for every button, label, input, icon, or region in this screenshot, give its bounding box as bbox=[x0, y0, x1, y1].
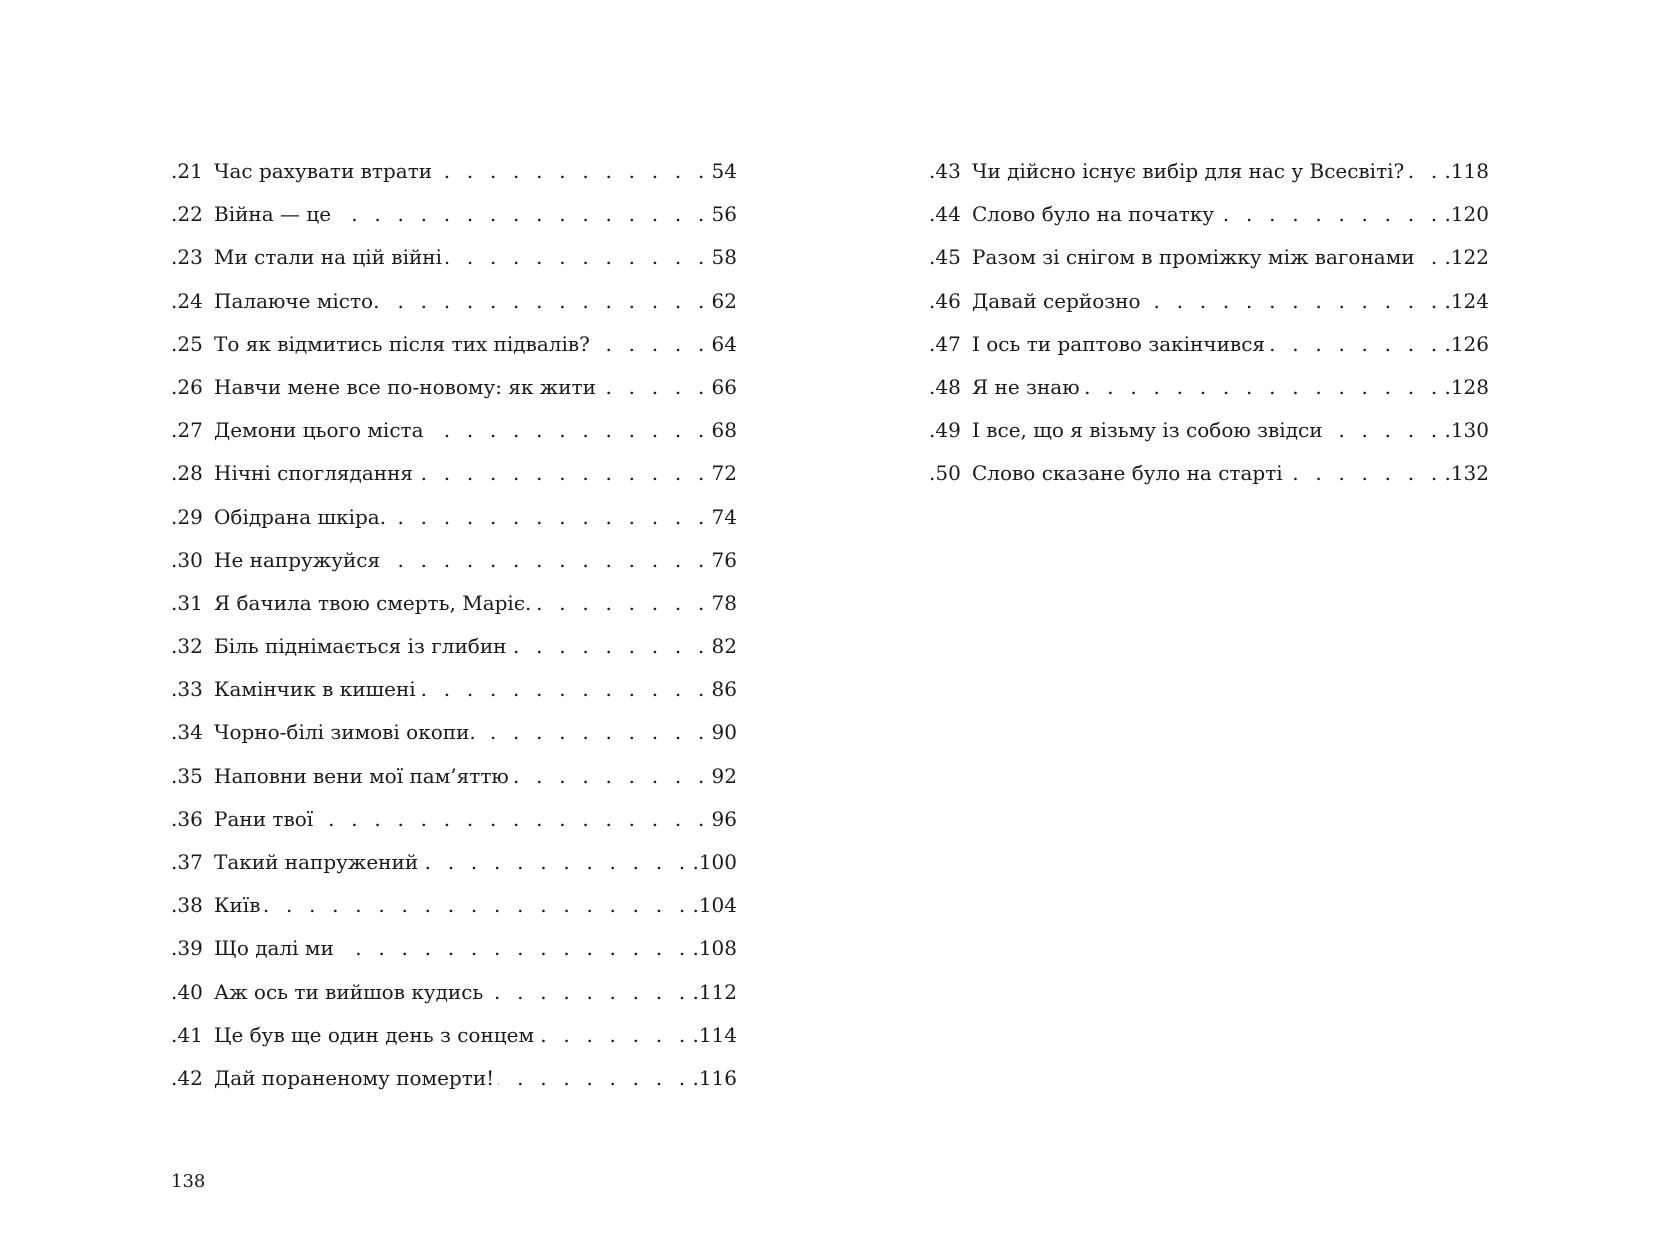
entry-page-number: 56 bbox=[711, 202, 737, 227]
toc-entry[interactable] bbox=[171, 1057, 737, 1100]
toc-entry[interactable] bbox=[171, 150, 737, 193]
entry-title: Війна — це bbox=[214, 202, 332, 227]
toc-entry[interactable] bbox=[171, 582, 737, 625]
entry-page-number: 66 bbox=[711, 374, 737, 399]
entry-number: .25 bbox=[171, 331, 203, 356]
entry-number: .39 bbox=[171, 936, 203, 961]
entry-number: .24 bbox=[171, 288, 203, 313]
entry-title: Я не знаю bbox=[972, 374, 1080, 399]
entry-page-number: 90 bbox=[711, 720, 737, 745]
entry-title: Разом зі снігом в проміжку між вагонами bbox=[972, 245, 1415, 270]
entry-title: Демони цього міста bbox=[214, 418, 424, 443]
entry-page-number: 78 bbox=[711, 590, 737, 615]
entry-title: Що далі ми bbox=[214, 936, 334, 961]
entry-number: .40 bbox=[171, 979, 203, 1004]
toc-entry[interactable] bbox=[929, 193, 1489, 236]
toc-entry[interactable] bbox=[171, 971, 737, 1014]
entry-page-number: .124 bbox=[1444, 288, 1489, 313]
toc-entry[interactable] bbox=[171, 1014, 737, 1057]
entry-title: Давай серйозно bbox=[972, 288, 1141, 313]
dot-leader bbox=[338, 927, 691, 970]
toc-entry[interactable] bbox=[929, 409, 1489, 452]
entry-page-number: .122 bbox=[1444, 245, 1489, 270]
entry-title: Нічні споглядання bbox=[214, 461, 414, 486]
dot-leader bbox=[1287, 452, 1443, 495]
toc-entry[interactable] bbox=[929, 280, 1489, 323]
entry-page-number: .128 bbox=[1444, 374, 1489, 399]
entry-number: .50 bbox=[929, 461, 961, 486]
toc-entry[interactable] bbox=[171, 323, 737, 366]
dot-leader bbox=[417, 452, 710, 495]
dot-leader bbox=[600, 366, 710, 409]
dot-leader bbox=[1145, 280, 1443, 323]
toc-entry[interactable] bbox=[929, 323, 1489, 366]
page-number: 138 bbox=[171, 1171, 206, 1192]
entry-number: .49 bbox=[929, 418, 961, 443]
entry-title: Ми стали на цій війні bbox=[214, 245, 443, 270]
dot-leader bbox=[1419, 236, 1443, 279]
entry-title: Слово сказане було на старті bbox=[972, 461, 1283, 486]
entry-title: Такий напружений bbox=[214, 850, 419, 874]
entry-title: Слово було на початку bbox=[972, 202, 1215, 227]
toc-entry[interactable] bbox=[171, 884, 737, 927]
entry-number: .45 bbox=[929, 245, 961, 270]
dot-leader bbox=[422, 841, 690, 884]
dot-leader bbox=[317, 798, 709, 841]
entry-page-number: 68 bbox=[711, 418, 737, 443]
dot-leader bbox=[1269, 323, 1442, 366]
entry-number: .35 bbox=[171, 763, 203, 788]
toc-entry[interactable] bbox=[171, 798, 737, 841]
entry-page-number: .116 bbox=[692, 1065, 737, 1090]
entry-page-number: 76 bbox=[711, 547, 737, 572]
entry-page-number: .126 bbox=[1444, 331, 1489, 356]
toc-entry[interactable] bbox=[171, 625, 737, 668]
entry-number: .26 bbox=[171, 374, 203, 399]
entry-title: Камінчик в кишені bbox=[214, 677, 416, 702]
dot-leader bbox=[1084, 366, 1443, 409]
entry-number: .48 bbox=[929, 374, 961, 399]
entry-title: Не напружуйся bbox=[214, 547, 381, 572]
dot-leader bbox=[535, 582, 709, 625]
entry-page-number: 74 bbox=[711, 504, 737, 529]
toc-entry[interactable] bbox=[171, 755, 737, 798]
dot-leader bbox=[390, 496, 709, 539]
entry-page-number: .104 bbox=[692, 893, 737, 918]
entry-page-number: .100 bbox=[692, 850, 737, 874]
dot-leader bbox=[1408, 150, 1442, 193]
dot-leader bbox=[511, 625, 710, 668]
entry-page-number: 86 bbox=[711, 677, 737, 702]
toc-entry[interactable] bbox=[171, 927, 737, 970]
dot-leader bbox=[420, 668, 710, 711]
entry-number: .30 bbox=[171, 547, 203, 572]
entry-number: .42 bbox=[171, 1065, 203, 1090]
entry-page-number: .108 bbox=[692, 936, 737, 961]
entry-number: .23 bbox=[171, 245, 203, 270]
entry-page-number: .130 bbox=[1444, 418, 1489, 443]
entry-number: .46 bbox=[929, 288, 961, 313]
entry-number: .47 bbox=[929, 331, 961, 356]
dot-leader bbox=[436, 150, 709, 193]
entry-title: Біль піднімається із глибин bbox=[214, 634, 507, 659]
dot-leader bbox=[428, 409, 710, 452]
entry-page-number: 72 bbox=[711, 461, 737, 486]
entry-page-number: 64 bbox=[711, 331, 737, 356]
entry-title: Дай пораненому померти! bbox=[214, 1065, 495, 1090]
entry-number: .38 bbox=[171, 893, 203, 918]
dot-leader bbox=[498, 1057, 690, 1100]
toc-entry[interactable] bbox=[171, 841, 737, 884]
entry-number: .27 bbox=[171, 418, 203, 443]
toc-entry[interactable] bbox=[171, 452, 737, 495]
entry-number: .37 bbox=[171, 850, 203, 874]
entry-title: І все, що я візьму із собою звідси bbox=[972, 418, 1323, 443]
dot-leader bbox=[480, 711, 710, 754]
entry-number: .41 bbox=[171, 1022, 203, 1047]
entry-page-number: 92 bbox=[711, 763, 737, 788]
entry-number: .32 bbox=[171, 634, 203, 659]
entry-title: Час рахувати втрати bbox=[214, 159, 433, 183]
entry-page-number: 82 bbox=[711, 634, 737, 659]
toc-entry[interactable] bbox=[929, 366, 1489, 409]
dot-leader bbox=[1327, 409, 1443, 452]
entry-number: .43 bbox=[929, 159, 961, 183]
entry-title: Навчи мене все по-новому: як жити bbox=[214, 374, 596, 399]
entry-page-number: 96 bbox=[711, 806, 737, 831]
dot-leader bbox=[383, 280, 709, 323]
dot-leader bbox=[446, 236, 710, 279]
entry-page-number: .114 bbox=[692, 1022, 737, 1047]
toc-entry[interactable] bbox=[171, 193, 737, 236]
toc-entry[interactable] bbox=[929, 150, 1489, 193]
entry-title: Я бачила твою смерть, Маріє. bbox=[214, 590, 532, 615]
toc-entry[interactable] bbox=[929, 452, 1489, 495]
entry-number: .44 bbox=[929, 202, 961, 227]
entry-title: Наповни вени мої пам’яттю bbox=[214, 763, 509, 788]
entry-page-number: 58 bbox=[711, 245, 737, 270]
toc-column-right bbox=[929, 150, 1489, 496]
dot-leader bbox=[384, 539, 709, 582]
toc-entry[interactable] bbox=[171, 236, 737, 279]
entry-title: Рани твої bbox=[214, 806, 314, 831]
entry-number: .31 bbox=[171, 590, 203, 615]
entry-title: Київ bbox=[214, 893, 261, 918]
dot-leader bbox=[538, 1014, 690, 1057]
entry-title: Чорно-білі зимові окопи. bbox=[214, 720, 476, 745]
entry-title: Чи дійсно існує вибір для нас у Всесвіті? bbox=[972, 159, 1405, 183]
toc-entry[interactable] bbox=[171, 366, 737, 409]
toc-entry[interactable] bbox=[171, 280, 737, 323]
entry-number: .29 bbox=[171, 504, 203, 529]
entry-number: .22 bbox=[171, 202, 203, 227]
dot-leader bbox=[335, 193, 709, 236]
toc-column-left bbox=[171, 150, 737, 1100]
dot-leader bbox=[487, 971, 690, 1014]
toc-entry[interactable] bbox=[929, 236, 1489, 279]
entry-title: Це був ще один день з сонцем bbox=[214, 1022, 535, 1047]
toc-entry[interactable] bbox=[171, 668, 737, 711]
dot-leader bbox=[594, 323, 710, 366]
toc-entry[interactable] bbox=[171, 539, 737, 582]
entry-title: Палаюче місто. bbox=[214, 288, 380, 313]
entry-page-number: .118 bbox=[1444, 159, 1489, 183]
entry-number: .21 bbox=[171, 159, 203, 183]
entry-number: .34 bbox=[171, 720, 203, 745]
entry-page-number: .120 bbox=[1444, 202, 1489, 227]
toc-entry[interactable] bbox=[171, 409, 737, 452]
toc-entry[interactable] bbox=[171, 711, 737, 754]
entry-title: Аж ось ти вийшов кудись bbox=[214, 979, 484, 1004]
entry-page-number: 62 bbox=[711, 288, 737, 313]
dot-leader bbox=[513, 755, 710, 798]
entry-title: Обідрана шкіра. bbox=[214, 504, 387, 529]
entry-number: .28 bbox=[171, 461, 203, 486]
toc-entry[interactable] bbox=[171, 496, 737, 539]
entry-title: То як відмитись після тих підвалів? bbox=[214, 331, 590, 356]
entry-number: .33 bbox=[171, 677, 203, 702]
entry-title: І ось ти раптово закінчився bbox=[972, 331, 1266, 356]
dot-leader bbox=[1218, 193, 1442, 236]
entry-number: .36 bbox=[171, 806, 203, 831]
entry-page-number: .112 bbox=[692, 979, 737, 1004]
dot-leader bbox=[264, 884, 690, 927]
entry-page-number: .132 bbox=[1444, 461, 1489, 486]
entry-page-number: 54 bbox=[711, 159, 737, 183]
